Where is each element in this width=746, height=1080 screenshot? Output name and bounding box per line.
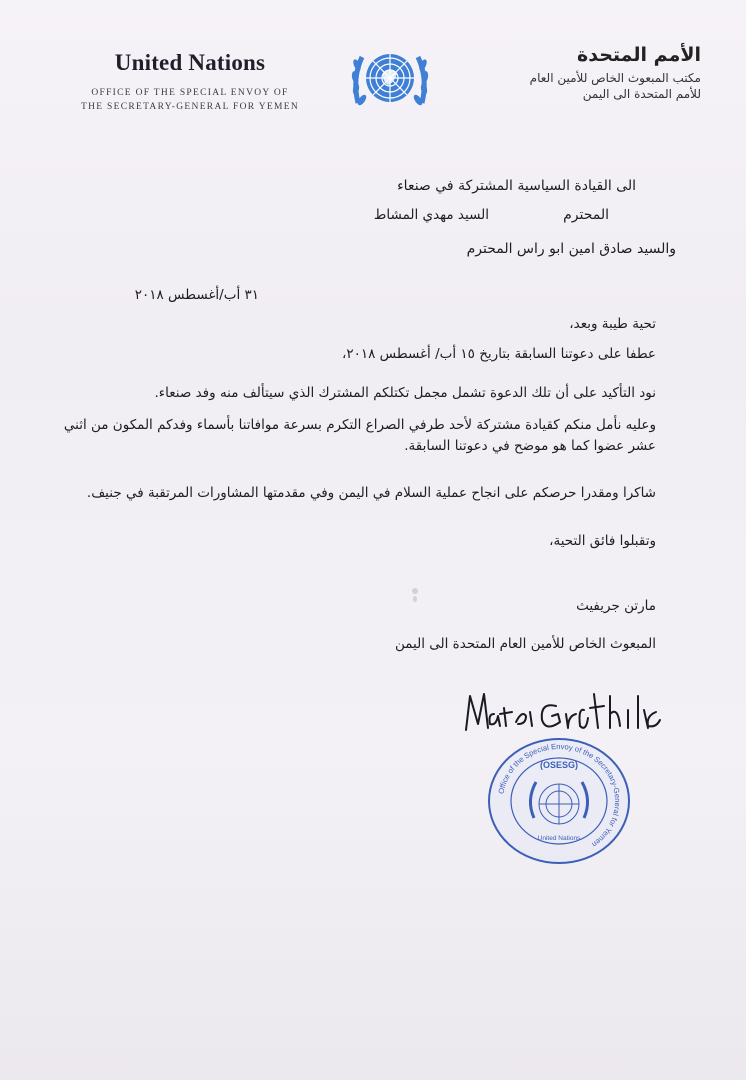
letter-date: ٣١ أب/أغسطس ٢٠١٨ bbox=[134, 287, 259, 303]
stamp-bottom-text: United Nations bbox=[537, 835, 581, 842]
ar-title: الأمم المتحدة bbox=[577, 44, 701, 66]
greeting: تحية طيبة وبعد، bbox=[569, 316, 656, 332]
un-emblem-icon bbox=[348, 43, 432, 113]
signatory-name: مارتن جريفيث bbox=[576, 598, 656, 614]
recipient-line-1: الى القيادة السياسية المشتركة في صنعاء bbox=[397, 178, 636, 194]
office-line-2: THE SECRETARY-GENERAL FOR YEMEN bbox=[80, 102, 300, 112]
recipient-line-2: السيد مهدي المشاط bbox=[373, 207, 489, 223]
recipient-line-3: والسيد صادق امين ابو راس المحترم bbox=[466, 241, 676, 257]
closing: وتقبلوا فائق التحية، bbox=[549, 533, 656, 549]
paragraph-4: شاكرا ومقدرا حرصكم على انجاح عملية السلام في اليمن وفي مقدمتها المشاورات المرتقبة في جنيف. bbox=[86, 485, 656, 501]
letterhead-arabic bbox=[441, 44, 701, 102]
recipient-line-2-honorific: المحترم bbox=[563, 207, 609, 223]
stamp-ring-text: Office of the Special Envoy of the Secretary-General for Yemen bbox=[496, 741, 623, 850]
paragraph-1: عطفا على دعوتنا السابقة بتاريخ ١٥ أب/ أغسطس ٢٠١٨، bbox=[342, 346, 656, 362]
letterhead-english bbox=[40, 50, 340, 114]
ar-office-line-2: للأمم المتحدة الى اليمن bbox=[582, 87, 701, 101]
official-stamp bbox=[486, 736, 632, 866]
office-line-1: OFFICE OF THE SPECIAL ENVOY OF bbox=[91, 88, 289, 98]
paragraph-2: نود التأكيد على أن تلك الدعوة تشمل مجمل تكتلكم المشترك الذي سيتألف منه وفد صنعاء. bbox=[154, 385, 656, 401]
stamp-label: (OSESG) bbox=[539, 760, 579, 770]
ar-office-line-1: مكتب المبعوث الخاص للأمين العام bbox=[529, 71, 701, 85]
paragraph-3: وعليه نأمل منكم كقيادة مشتركة لأحد طرفي الصراع التكرم بسرعة موافاتنا بأسماء وفدكم المكون من اثني عشر عضوا كما هو موضح في دعوتنا السابقة. bbox=[63, 417, 656, 454]
signatory-title: المبعوث الخاص للأمين العام المتحدة الى اليمن bbox=[394, 636, 656, 652]
paper-mark bbox=[410, 586, 420, 604]
un-title: United Nations bbox=[114, 50, 266, 75]
